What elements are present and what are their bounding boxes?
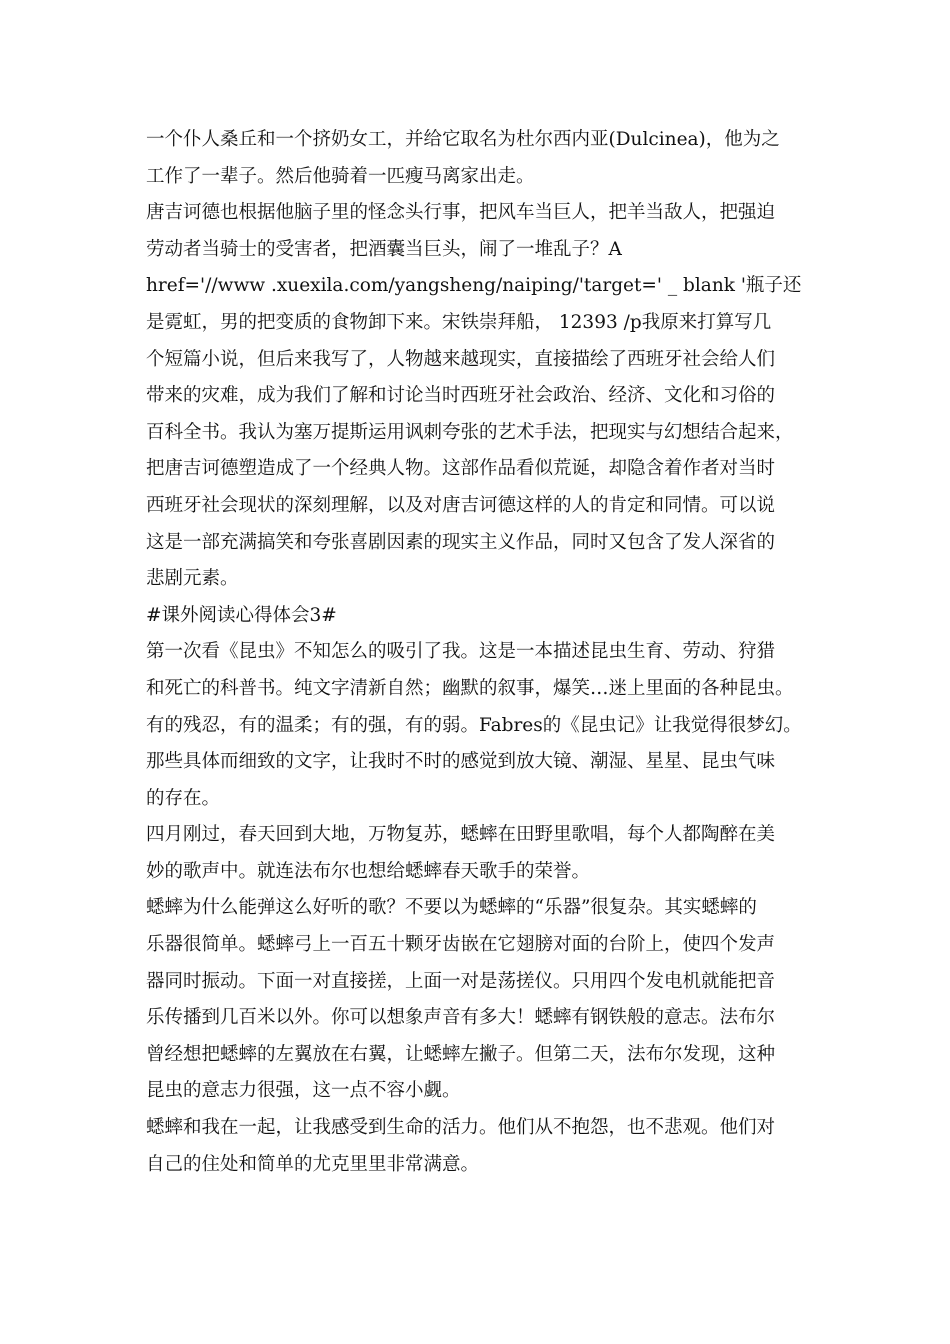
- text-line: 是霓虹，男的把变质的食物卸下来。宋铁崇拜船， 12393 /p我原来打算写几: [146, 311, 772, 333]
- text-line: #课外阅读心得体会3#: [146, 604, 337, 626]
- text-line: 西班牙社会现状的深刻理解，以及对唐吉诃德这样的人的肯定和同情。可以说: [146, 494, 776, 516]
- text-line: 妙的歌声中。就连法布尔也想给蟋蟀春天歌手的荣誉。: [146, 860, 591, 882]
- text-line: 第一次看《昆虫》不知怎么的吸引了我。这是一本描述昆虫生育、劳动、狩猎: [146, 641, 776, 663]
- text-line: 自己的住处和简单的尤克里里非常满意。: [146, 1153, 480, 1175]
- text-line: 蟋蟀和我在一起，让我感受到生命的活力。他们从不抱怨，也不悲观。他们对: [146, 1117, 776, 1139]
- text-line: 那些具体而细致的文字，让我时不时的感觉到放大镜、潮湿、星星、昆虫气味: [146, 751, 776, 773]
- text-line: 四月刚过，春天回到大地，万物复苏，蟋蟀在田野里歌唱，每个人都陶醉在美: [146, 824, 776, 846]
- text-line: 个短篇小说，但后来我写了，人物越来越现实，直接描绘了西班牙社会给人们: [146, 348, 776, 370]
- text-line: 乐传播到几百米以外。你可以想象声音有多大！蟋蟀有钢铁般的意志。法布尔: [146, 1007, 776, 1029]
- text-line: 曾经想把蟋蟀的左翼放在右翼，让蟋蟀左撇子。但第二天，法布尔发现，这种: [146, 1043, 776, 1065]
- text-line: 这是一部充满搞笑和夸张喜剧因素的现实主义作品，同时又包含了发人深省的: [146, 531, 776, 553]
- text-line: 劳动者当骑士的受害者，把酒囊当巨头，闹了一堆乱子？A: [146, 238, 622, 260]
- text-line: 的存在。: [146, 787, 221, 809]
- text-line: 唐吉诃德也根据他脑子里的怪念头行事，把风车当巨人，把羊当敌人，把强迫: [146, 202, 776, 224]
- document-body: [146, 122, 826, 1183]
- text-line: 工作了一辈子。然后他骑着一匹瘦马离家出走。: [146, 165, 535, 187]
- text-line: 有的残忍，有的温柔；有的强，有的弱。Fabres的《昆虫记》让我觉得很梦幻。: [146, 714, 802, 736]
- text-line: 悲剧元素。: [146, 568, 239, 590]
- text-line: 一个仆人桑丘和一个挤奶女工，并给它取名为杜尔西内亚(Dulcinea)，他为之: [146, 129, 780, 150]
- text-line: 乐器很简单。蟋蟀弓上一百五十颗牙齿嵌在它翅膀对面的台阶上，使四个发声: [146, 934, 776, 956]
- text-line: 把唐吉诃德塑造成了一个经典人物。这部作品看似荒诞，却隐含着作者对当时: [146, 458, 776, 480]
- text-line: 昆虫的意志力很强，这一点不容小觑。: [146, 1080, 461, 1102]
- text-line: 带来的灾难，成为我们了解和讨论当时西班牙社会政治、经济、文化和习俗的: [146, 385, 776, 407]
- text-line: 和死亡的科普书。纯文字清新自然；幽默的叙事，爆笑…迷上里面的各种昆虫。: [146, 677, 794, 699]
- text-line: 蟋蟀为什么能弹这么好听的歌？不要以为蟋蟀的“乐器”很复杂。其实蟋蟀的: [146, 897, 757, 919]
- text-line: 百科全书。我认为塞万提斯运用讽刺夸张的艺术手法，把现实与幻想结合起来，: [146, 421, 794, 443]
- text-line: 器同时振动。下面一对直接搓，上面一对是荡搓仪。只用四个发电机就能把音: [146, 970, 776, 992]
- text-line: href='//www .xuexila.com/yangsheng/naiping/'target=' _ blank '瓶子还: [146, 275, 802, 297]
